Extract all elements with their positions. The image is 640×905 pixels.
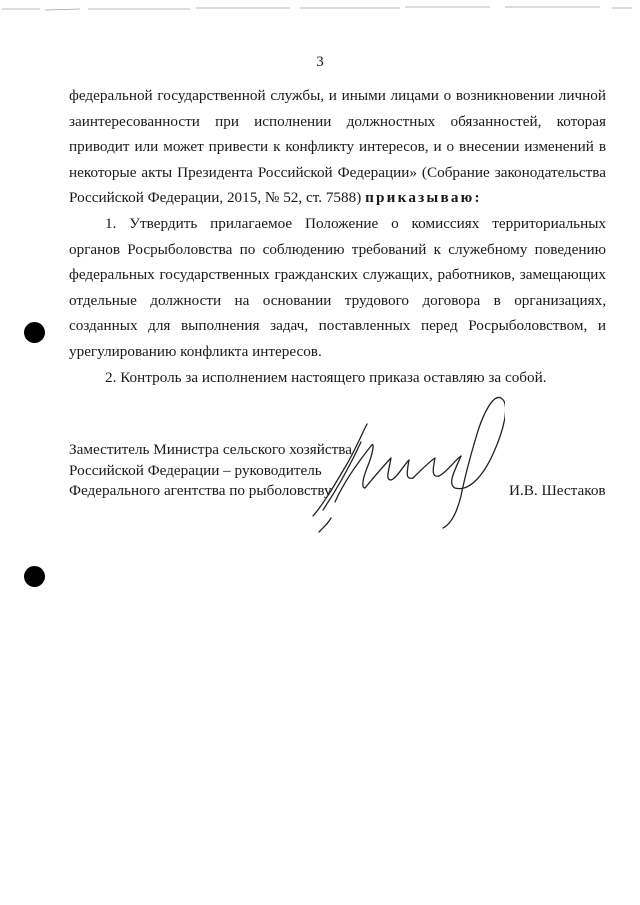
signer-name: И.В. Шестаков bbox=[509, 482, 606, 499]
signer-position-line-3: Федерального агентства по рыболовству bbox=[69, 482, 332, 499]
scan-edge-noise bbox=[0, 0, 640, 14]
signer-position-line-2: Российской Федерации – руководитель bbox=[69, 461, 322, 479]
item-1-part-2: отдельные должности на основании трудового договора в организациях, созданных для выполнения задач, поставленных перед Росрыболовством, и урегулированию конфликта интересов. bbox=[69, 291, 606, 360]
body-intro-paragraph bbox=[69, 83, 606, 211]
punch-hole bbox=[24, 566, 45, 587]
punch-hole bbox=[24, 322, 45, 343]
signer-position-line-1: Заместитель Министра сельского хозяйства bbox=[69, 441, 353, 458]
document-body bbox=[69, 83, 606, 390]
intro-text: федеральной государственной службы, и иными лицами о возникновении личной заинтересованности при исполнении должностных обязанностей, которая приводит или может привести к конфликту интересов, и о внесении изменений в некоторые акты Президента Российской Федерации» (Собрание законодательства Российской Федерации, 2015, № 52, ст. 7588) bbox=[69, 87, 606, 207]
handwritten-signature bbox=[305, 384, 505, 544]
item-1-part-1: 1. Утвердить прилагаемое Положение о комиссиях территориальных органов Росрыболовства по соблюдению требований к служебному поведению федеральных государственных гражданских служащих, работников, замещающих bbox=[69, 214, 606, 284]
item-2: 2. Контроль за исполнением настоящего приказа оставляю за собой. bbox=[105, 368, 547, 386]
order-word: приказываю: bbox=[365, 189, 482, 207]
page-number: 3 bbox=[316, 54, 324, 70]
